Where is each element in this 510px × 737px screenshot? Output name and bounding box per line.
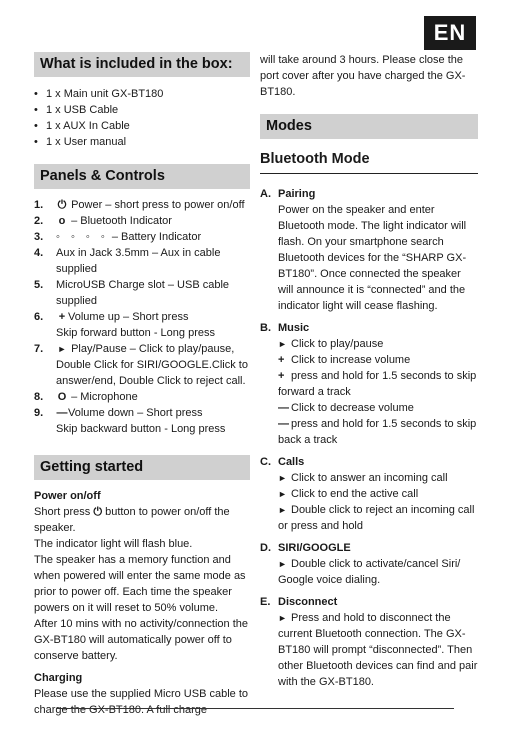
minus-icon: —	[278, 418, 289, 430]
section-letter: A.	[260, 188, 271, 200]
plus-icon: +	[278, 354, 285, 366]
panels-controls-heading: Panels & Controls	[34, 164, 250, 189]
item-number: 5.	[34, 279, 44, 291]
disconnect-line-text: Press and hold to disconnect the current Bluetooth connection. The GX-BT180 will prompt “disconnected”. Then other Bluetooth devices can find and pair with the GX-BT180.	[278, 612, 478, 688]
play-icon: ►	[278, 559, 287, 569]
power-paragraph-3: The speaker has a memory function and when powered will enter the same mode as prior to power off. Each time the speaker powers on it will reset to 50% volume.	[34, 554, 246, 614]
item-number: 1.	[34, 199, 44, 211]
item-text: Play/Pause – Click to play/pause, Double Click for SIRI/GOOGLE.Click to answer/end, Double Click to reject call.	[56, 343, 248, 387]
item-text: – Bluetooth Indicator	[71, 215, 172, 227]
play-icon: ►	[278, 489, 287, 499]
item-number: 2.	[34, 215, 44, 227]
list-item	[34, 213, 250, 229]
music-line-text: press and hold for 1.5 seconds to skip back a track	[278, 418, 477, 446]
disconnect-title: Disconnect	[278, 596, 338, 608]
power-paragraph	[34, 504, 250, 536]
calls-line	[278, 502, 478, 534]
music-line-text: press and hold for 1.5 seconds to skip forward a track	[278, 370, 477, 398]
item-text: Volume up – Short press	[68, 311, 189, 323]
siri-section	[260, 540, 478, 588]
music-line	[278, 400, 478, 416]
disconnect-section	[260, 594, 478, 690]
music-line-text: Click to increase volume	[291, 354, 411, 366]
disconnect-line	[278, 610, 478, 690]
power-text-pre: Short press	[34, 506, 91, 518]
list-item	[34, 229, 250, 245]
section-letter: B.	[260, 322, 271, 334]
item-text: Volume down – Short press	[68, 407, 203, 419]
pairing-section	[260, 186, 478, 314]
charging-paragraph: Please use the supplied Micro USB cable to charge the GX-BT180. A full charge	[34, 688, 249, 716]
calls-line	[278, 486, 478, 502]
siri-line-text: Double click to activate/cancel Siri/ Google voice dialing.	[278, 558, 461, 586]
getting-started-body	[34, 488, 250, 718]
calls-line	[278, 470, 478, 486]
language-badge: EN	[424, 16, 476, 50]
power-subheading: Power on/off	[34, 490, 101, 502]
microphone-icon: O	[57, 391, 67, 403]
list-item	[34, 309, 250, 341]
play-icon: ►	[278, 613, 287, 623]
list-item: • 1 x USB Cable	[34, 102, 250, 118]
play-icon: ►	[278, 339, 287, 349]
item-number: 4.	[34, 247, 44, 259]
play-pause-icon: ►	[57, 344, 67, 354]
music-line	[278, 416, 478, 448]
item-number: 6.	[34, 311, 44, 323]
item-text: MicroUSB Charge slot – USB cable supplied	[56, 279, 230, 307]
item-text-secondary: Skip backward button - Long press	[56, 423, 226, 435]
item-number: 7.	[34, 343, 44, 355]
list-item: • 1 x Main unit GX-BT180	[34, 86, 250, 102]
left-column	[34, 52, 250, 718]
panels-controls-list	[34, 197, 250, 437]
calls-section	[260, 454, 478, 534]
calls-title: Calls	[278, 456, 305, 468]
section-letter: D.	[260, 542, 271, 554]
battery-indicator-icon: ◦ ◦ ◦ ◦	[56, 231, 109, 243]
power-text-post: button to power on/off the speaker.	[34, 506, 230, 534]
power-icon: ⏻	[57, 199, 67, 211]
list-item	[34, 341, 250, 389]
plus-icon: +	[278, 370, 285, 382]
calls-line-text: Double click to reject an incoming call or press and hold	[278, 504, 475, 532]
list-item	[34, 389, 250, 405]
item-text: – Battery Indicator	[111, 231, 202, 243]
getting-started-heading: Getting started	[34, 455, 250, 480]
list-item	[34, 197, 250, 213]
minus-icon: —	[278, 402, 289, 414]
bluetooth-mode-heading: Bluetooth Mode	[260, 149, 478, 174]
item-number: 3.	[34, 231, 44, 243]
play-icon: ►	[278, 473, 287, 483]
right-column	[260, 52, 478, 690]
list-item	[34, 245, 250, 277]
music-line-text: Click to decrease volume	[291, 402, 414, 414]
calls-line-text: Click to end the active call	[291, 488, 419, 500]
section-letter: C.	[260, 456, 271, 468]
music-line-text: Click to play/pause	[291, 338, 384, 350]
music-line	[278, 336, 478, 352]
charging-paragraph-continued: will take around 3 hours. Please close the port cover after you have charged the GX-BT180.	[260, 54, 466, 98]
modes-heading: Modes	[260, 114, 478, 139]
power-icon: ⏻	[93, 506, 103, 518]
list-item	[34, 277, 250, 309]
item-number: 8.	[34, 391, 44, 403]
list-item	[34, 405, 250, 437]
calls-line-text: Click to answer an incoming call	[291, 472, 448, 484]
charging-subheading: Charging	[34, 672, 83, 684]
item-text: Power – short press to power on/off	[71, 199, 245, 211]
music-line	[278, 352, 478, 368]
item-number: 9.	[34, 407, 44, 419]
play-icon: ►	[278, 505, 287, 515]
section-letter: E.	[260, 596, 271, 608]
item-text: – Microphone	[71, 391, 138, 403]
pairing-text: Power on the speaker and enter Bluetooth mode. The light indicator will flash. On your smartphone search Bluetooth devices for the “SHARP GX-BT180”. Once connected the speaker will announce it is “connected” and the indicator light will cease flashing.	[278, 204, 467, 312]
music-title: Music	[278, 322, 310, 334]
footer-divider	[56, 708, 454, 709]
siri-line	[278, 556, 478, 588]
music-section	[260, 320, 478, 448]
power-paragraph-4: After 10 mins with no activity/connection the GX-BT180 will automatically power off to conserve battery.	[34, 618, 248, 662]
minus-icon: —	[56, 407, 68, 419]
box-contents-heading: What is included in the box:	[34, 52, 250, 77]
list-item: • 1 x AUX In Cable	[34, 118, 250, 134]
plus-icon: +	[58, 311, 66, 323]
pairing-title: Pairing	[278, 188, 316, 200]
box-contents-list	[34, 86, 250, 150]
siri-title: SIRI/GOOGLE	[278, 542, 351, 554]
music-line	[278, 368, 478, 400]
bluetooth-indicator-icon: o	[58, 215, 66, 227]
item-text: Aux in Jack 3.5mm – Aux in cable supplied	[56, 247, 221, 275]
item-text-secondary: Skip forward button - Long press	[56, 327, 215, 339]
list-item: • 1 x User manual	[34, 134, 250, 150]
power-paragraph-2: The indicator light will flash blue.	[34, 538, 193, 550]
